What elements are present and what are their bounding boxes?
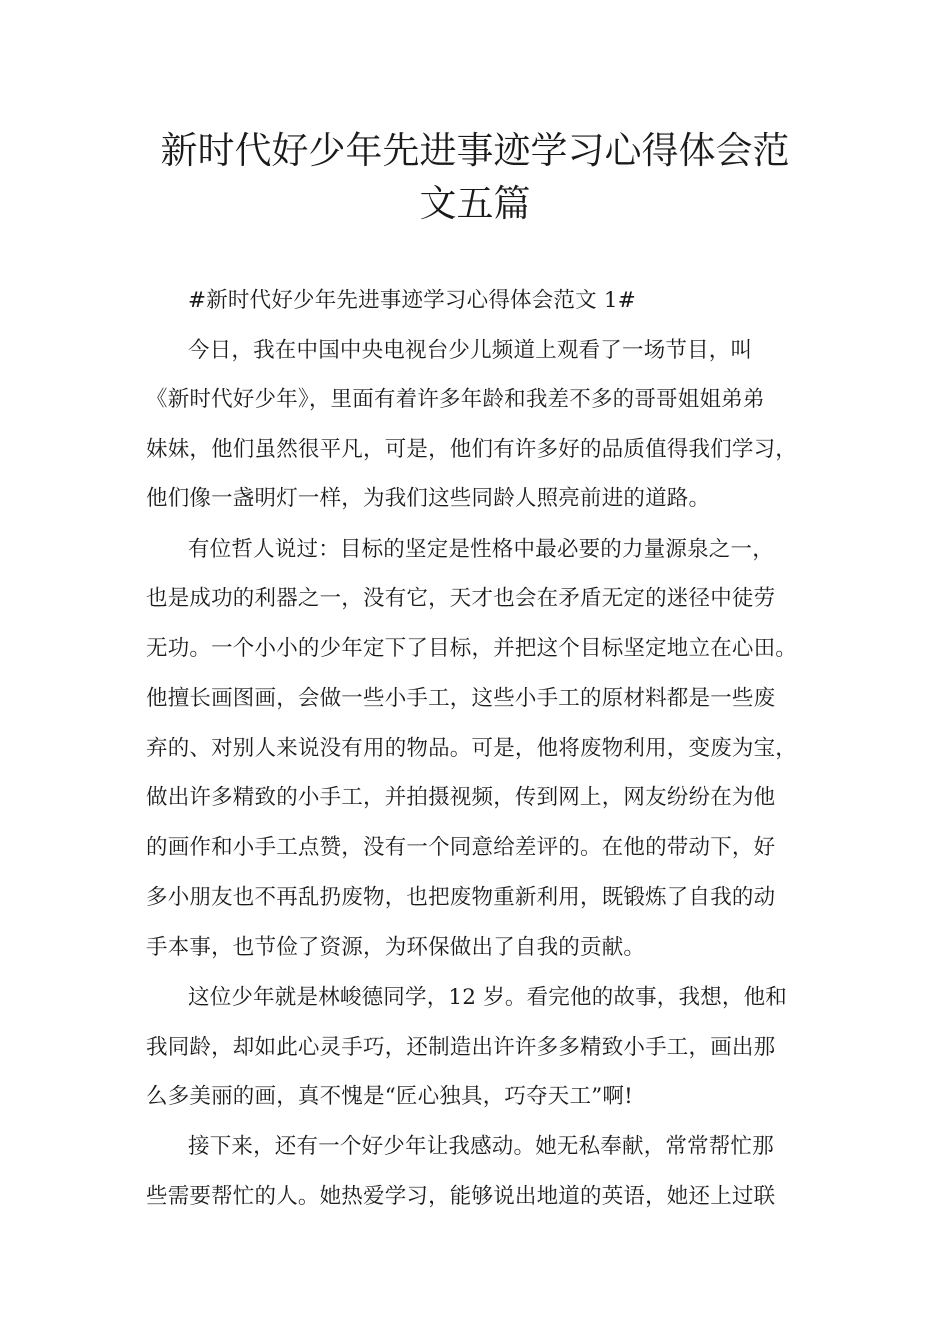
title-line: 文五篇 bbox=[419, 182, 531, 225]
paragraph-line: 的画作和小手工点赞，没有一个同意给差评的。在他的带动下，好 bbox=[146, 835, 776, 860]
paragraph-line: 多小朋友也不再乱扔废物，也把废物重新利用，既锻炼了自我的动 bbox=[146, 885, 776, 910]
paragraph-line: 么多美丽的画，真不愧是“匠心独具，巧夺天工”啊! bbox=[146, 1084, 633, 1109]
paragraph-line: 手本事，也节俭了资源，为环保做出了自我的贡献。 bbox=[146, 935, 646, 960]
paragraph-line: 他们像一盏明灯一样，为我们这些同龄人照亮前进的道路。 bbox=[146, 486, 711, 511]
paragraph-line: 《新时代好少年》，里面有着许多年龄和我差不多的哥哥姐姐弟弟 bbox=[146, 387, 765, 412]
section-heading: #新时代好少年先进事迹学习心得体会范文 1# bbox=[188, 288, 636, 313]
paragraph-line: 弃的、对别人来说没有用的物品。可是，他将废物利用，变废为宝， bbox=[146, 736, 798, 761]
paragraph-line: 他擅长画图画，会做一些小手工，这些小手工的原材料都是一些废 bbox=[146, 686, 776, 711]
paragraph-line: 这位少年就是林峻德同学，12 岁。看完他的故事，我想，他和 bbox=[188, 985, 787, 1010]
paragraph-line: 接下来，还有一个好少年让我感动。她无私奉献，常常帮忙那 bbox=[188, 1134, 774, 1159]
paragraph-line: 今日，我在中国中央电视台少儿频道上观看了一场节目，叫 bbox=[188, 338, 753, 363]
paragraph-line: 妹妹，他们虽然很平凡，可是，他们有许多好的品质值得我们学习， bbox=[146, 437, 798, 462]
paragraph-line: 也是成功的利器之一，没有它，天才也会在矛盾无定的迷径中徒劳 bbox=[146, 586, 776, 611]
paragraph-line: 无功。一个小小的少年定下了目标，并把这个目标坚定地立在心田。 bbox=[146, 636, 798, 661]
paragraph-line: 有位哲人说过：目标的坚定是性格中最必要的力量源泉之一， bbox=[188, 537, 774, 562]
document-title bbox=[130, 124, 820, 230]
paragraph-line: 我同龄，却如此心灵手巧，还制造出许许多多精致小手工，画出那 bbox=[146, 1035, 776, 1060]
title-line: 新时代好少年先进事迹学习心得体会范 bbox=[160, 129, 790, 172]
paragraph-line: 做出许多精致的小手工，并拍摄视频，传到网上，网友纷纷在为他 bbox=[146, 785, 776, 810]
paragraph-line: 些需要帮忙的人。她热爱学习，能够说出地道的英语，她还上过联 bbox=[146, 1184, 776, 1209]
